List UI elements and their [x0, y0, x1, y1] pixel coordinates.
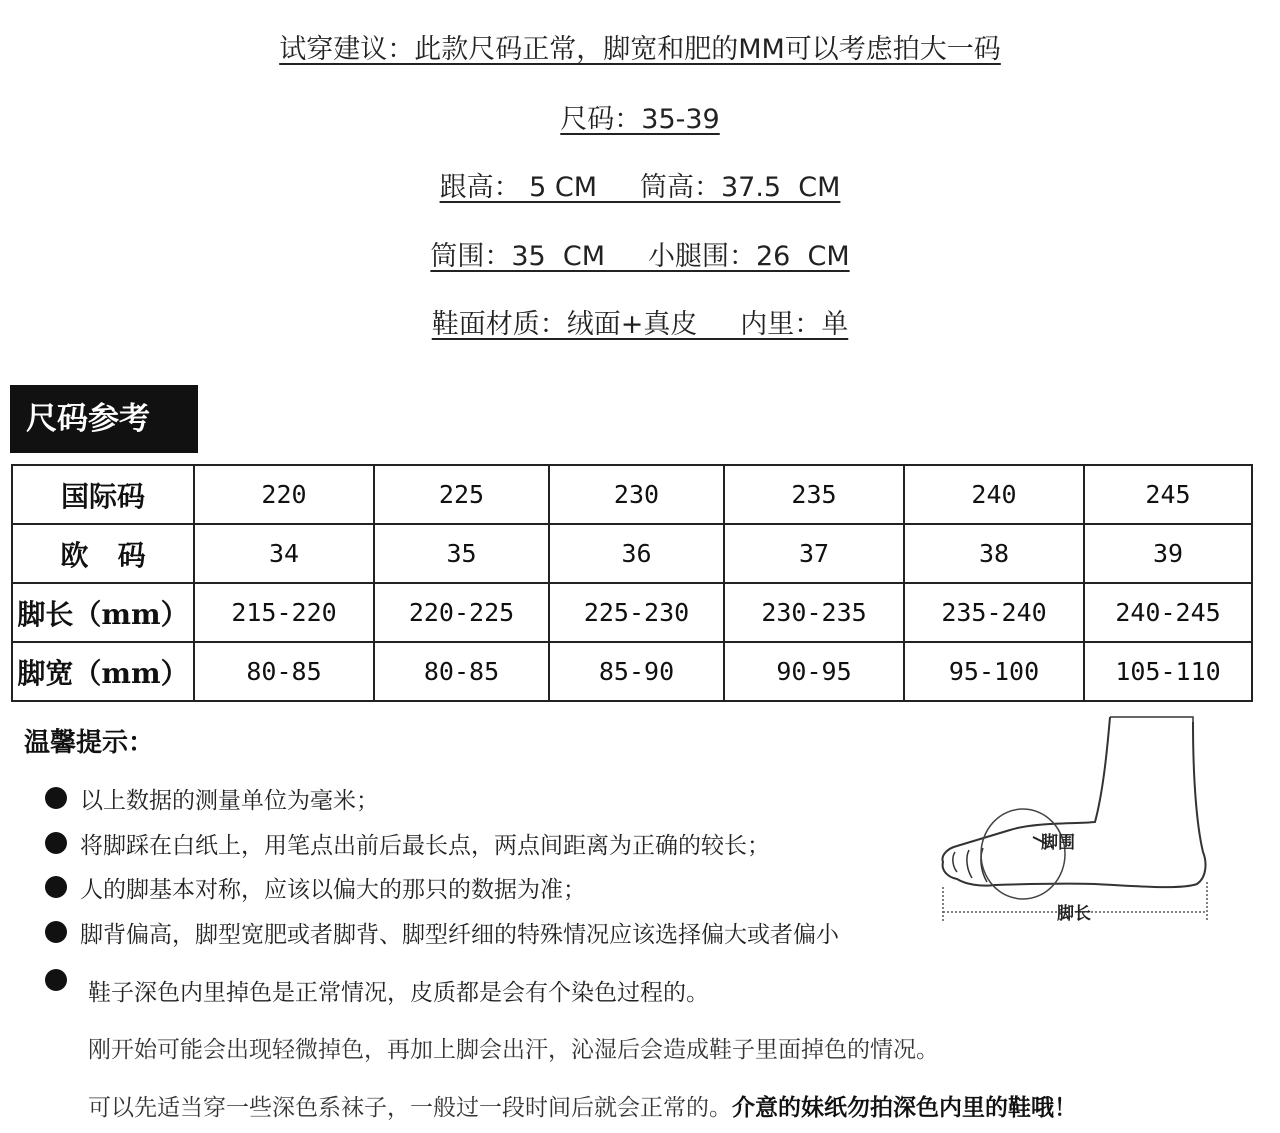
- foot-measure-diagram: [935, 712, 1225, 927]
- table-cell: 230: [549, 465, 724, 524]
- material: 鞋面材质：绒面+真皮 内里：单: [431, 309, 849, 340]
- table-cell: 80-85: [374, 642, 549, 701]
- table-cell: 240-245: [1084, 583, 1252, 642]
- table-cell: 85-90: [549, 642, 724, 701]
- bullet-icon: [45, 787, 67, 809]
- table-row: [12, 524, 1252, 583]
- table-cell: 220-225: [374, 583, 549, 642]
- table-cell: 39: [1084, 524, 1252, 583]
- table-cell: 235: [724, 465, 904, 524]
- list-item: 以上数据的测量单位为毫米；: [80, 788, 379, 814]
- note-line: 可以先适当穿一些深色系袜子，一般过一段时间后就会正常的。介意的妹纸勿拍深色内里的鞋哦！: [88, 1095, 1077, 1121]
- table-cell: 220: [194, 465, 374, 524]
- bullet-icon: [45, 876, 67, 898]
- table-cell: 225: [374, 465, 549, 524]
- size-reference-title: 尺码参考: [10, 385, 198, 453]
- table-cell: 36: [549, 524, 724, 583]
- size-table: [11, 464, 1253, 702]
- table-cell: 38: [904, 524, 1084, 583]
- length-label: 脚长: [1057, 904, 1091, 924]
- table-row: [12, 642, 1252, 701]
- table-row: [12, 465, 1252, 524]
- row-label: 国际码: [12, 465, 194, 524]
- row-label: 欧 码: [12, 524, 194, 583]
- table-cell: 35: [374, 524, 549, 583]
- table-cell: 34: [194, 524, 374, 583]
- table-cell: 80-85: [194, 642, 374, 701]
- table-cell: 37: [724, 524, 904, 583]
- size-range: 尺码：35-39: [560, 104, 720, 135]
- row-label: 脚长（mm）: [12, 583, 194, 642]
- bullet-icon: [45, 921, 67, 943]
- girth-label: 脚围: [1041, 833, 1075, 853]
- bullet-icon: [45, 969, 67, 991]
- table-row: [12, 583, 1252, 642]
- bullet-icon: [45, 832, 67, 854]
- shaft-circumference: 筒围：35 CM 小腿围：26 CM: [430, 241, 850, 272]
- row-label: 脚宽（mm）: [12, 642, 194, 701]
- table-cell: 235-240: [904, 583, 1084, 642]
- heel-shaft-height: 跟高： 5 CM 筒高：37.5 CM: [439, 172, 841, 203]
- table-cell: 230-235: [724, 583, 904, 642]
- table-cell: 225-230: [549, 583, 724, 642]
- list-item: 人的脚基本对称，应该以偏大的那只的数据为准；: [80, 877, 586, 903]
- table-cell: 245: [1084, 465, 1252, 524]
- note-line: 刚开始可能会出现轻微掉色，再加上脚会出汗，沁湿后会造成鞋子里面掉色的情况。: [88, 1037, 939, 1063]
- tips-title: 温馨提示：: [24, 728, 155, 758]
- table-cell: 240: [904, 465, 1084, 524]
- foot-outline-icon: [935, 712, 1225, 927]
- list-item: 脚背偏高，脚型宽肥或者脚背、脚型纤细的特殊情况应该选择偏大或者偏小: [80, 922, 839, 948]
- table-cell: 95-100: [904, 642, 1084, 701]
- table-cell: 90-95: [724, 642, 904, 701]
- list-item: 将脚踩在白纸上，用笔点出前后最长点，两点间距离为正确的较长；: [80, 833, 770, 859]
- table-cell: 105-110: [1084, 642, 1252, 701]
- table-cell: 215-220: [194, 583, 374, 642]
- list-item: 鞋子深色内里掉色是正常情况，皮质都是会有个染色过程的。: [88, 980, 709, 1006]
- fit-advice: 试穿建议：此款尺码正常，脚宽和肥的MM可以考虑拍大一码: [279, 34, 1001, 65]
